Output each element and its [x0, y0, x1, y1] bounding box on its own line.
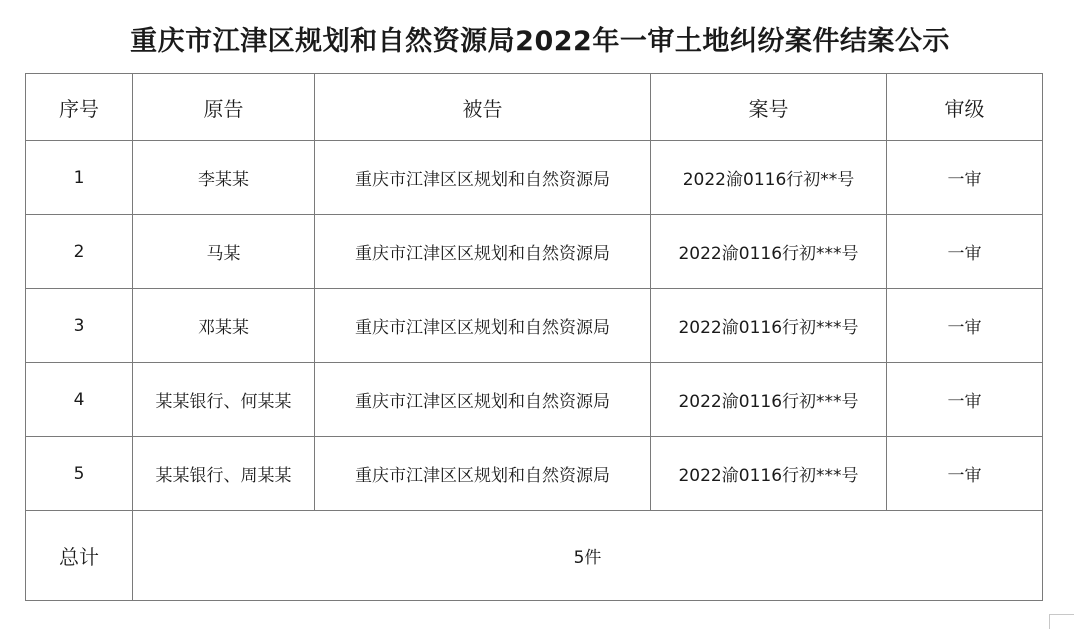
cell-serial-number: 5: [26, 437, 133, 511]
table-row: [26, 289, 1043, 363]
cell-defendant: 重庆市江津区区规划和自然资源局: [315, 141, 651, 215]
cell-serial-number: 4: [26, 363, 133, 437]
cell-plaintiff: 李某某: [133, 141, 315, 215]
document-title: 重庆市江津区规划和自然资源局2022年一审土地纠纷案件结案公示: [130, 26, 950, 57]
table-row: [26, 437, 1043, 511]
cell-plaintiff: 某某银行、何某某: [133, 363, 315, 437]
cell-trial-level: 一审: [887, 215, 1043, 289]
cell-defendant: 重庆市江津区区规划和自然资源局: [315, 289, 651, 363]
cell-case-number: 2022渝0116行初***号: [651, 437, 887, 511]
total-row: [26, 511, 1043, 601]
cell-trial-level: 一审: [887, 289, 1043, 363]
table-row: [26, 363, 1043, 437]
table-header-row: [26, 74, 1043, 141]
cell-case-number: 2022渝0116行初***号: [651, 363, 887, 437]
cell-case-number: 2022渝0116行初***号: [651, 215, 887, 289]
cell-trial-level: 一审: [887, 437, 1043, 511]
cell-plaintiff: 马某: [133, 215, 315, 289]
total-value: 5件: [133, 511, 1043, 601]
total-label: 总计: [26, 511, 133, 601]
cell-defendant: 重庆市江津区区规划和自然资源局: [315, 215, 651, 289]
header-serial-number: 序号: [26, 74, 133, 141]
cell-plaintiff: 某某银行、周某某: [133, 437, 315, 511]
cell-trial-level: 一审: [887, 363, 1043, 437]
cell-case-number: 2022渝0116行初**号: [651, 141, 887, 215]
cell-defendant: 重庆市江津区区规划和自然资源局: [315, 363, 651, 437]
header-trial-level: 审级: [887, 74, 1043, 141]
cell-case-number: 2022渝0116行初***号: [651, 289, 887, 363]
cell-defendant: 重庆市江津区区规划和自然资源局: [315, 437, 651, 511]
header-defendant: 被告: [315, 74, 651, 141]
page-corner-mark: [1049, 614, 1074, 629]
cell-serial-number: 1: [26, 141, 133, 215]
cell-serial-number: 2: [26, 215, 133, 289]
cell-serial-number: 3: [26, 289, 133, 363]
cell-plaintiff: 邓某某: [133, 289, 315, 363]
table-row: [26, 141, 1043, 215]
cell-trial-level: 一审: [887, 141, 1043, 215]
header-case-number: 案号: [651, 74, 887, 141]
case-table: [25, 73, 1043, 601]
table-row: [26, 215, 1043, 289]
header-plaintiff: 原告: [133, 74, 315, 141]
